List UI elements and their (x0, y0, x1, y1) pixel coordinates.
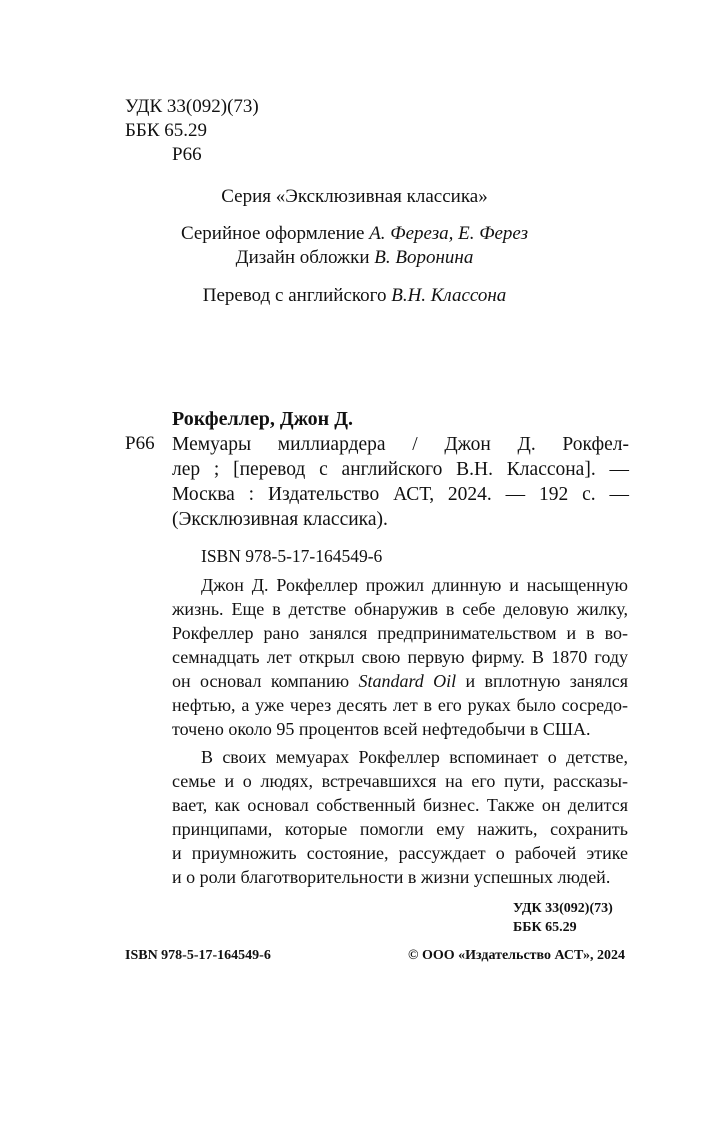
bbk-code: ББК 65.29 (125, 120, 207, 141)
cover-design-label: Дизайн обложки (235, 247, 370, 268)
bottom-udk-code: УДК 33(092)(73) (513, 901, 613, 916)
annotation-line: и приумножить состояние, рассуждает о рабочей этике (172, 843, 628, 863)
annotation-line: В своих мемуарах Рокфеллер вспоминает о детстве, (201, 747, 628, 767)
series-design-credit (0, 222, 709, 246)
annotation-company-line (172, 669, 628, 693)
cover-design-credit (0, 246, 709, 270)
annotation-line: Джон Д. Рокфеллер прожил длинную и насыщенную (201, 575, 628, 595)
catalog-description-line: лер ; [перевод с английского В.Н. Классона]. — (172, 459, 629, 480)
annotation-line: принципами, которые помогли ему нажить, сохранить (172, 819, 628, 839)
bottom-bbk-code: ББК 65.29 (513, 920, 577, 935)
annotation-line: семнадцать лет открыл свою первую фирму. В 1870 году (172, 647, 628, 667)
annotation-line: семье и о людях, встречавшихся на его пути, рассказы- (172, 771, 628, 791)
company-before: он основал компанию (172, 671, 350, 691)
series-design-label: Серийное оформление (180, 223, 365, 244)
annotation-line: Рокфеллер рано занялся предпринимательством и в во- (172, 623, 628, 643)
catalog-sign: Р66 (125, 433, 155, 454)
annotation-line: вает, как основал собственный бизнес. Также он делится (172, 795, 628, 815)
catalog-author-heading: Рокфеллер, Джон Д. (172, 408, 353, 430)
catalog-description-line: Москва : Издательство АСТ, 2024. — 192 с. — (172, 484, 629, 505)
translation-credit (0, 284, 709, 308)
annotation-line: нефтью, а уже через десять лет в его руках было сосредо- (172, 695, 628, 715)
author-sign: Р66 (172, 144, 202, 165)
catalog-description-line: (Эксклюзивная классика). (172, 509, 388, 530)
translation-name: В.Н. Классона (391, 285, 507, 306)
footer-copyright: © ООО «Издательство АСТ», 2024 (407, 948, 625, 963)
company-after: и вплотную занялся (465, 671, 628, 691)
catalog-isbn: ISBN 978-5-17-164549-6 (201, 546, 383, 566)
translation-label: Перевод с английского (202, 285, 387, 306)
series-title: Серия «Эксклюзивная классика» (221, 186, 488, 207)
cover-design-name: В. Воронина (374, 247, 474, 268)
catalog-description-line: Мемуары миллиардера / Джон Д. Рокфел- (172, 434, 629, 455)
series-design-names: А. Фереза, Е. Ферез (369, 223, 529, 244)
company-name: Standard Oil (358, 671, 457, 691)
annotation-line: и о роли благотворительности в жизни успешных людей. (172, 867, 611, 887)
annotation-line: жизнь. Еще в детстве обнаружив в себе деловую жилку, (172, 599, 628, 619)
udk-code: УДК 33(092)(73) (125, 96, 259, 117)
annotation-line: точено около 95 процентов всей нефтедобычи в США. (172, 719, 591, 739)
footer-isbn: ISBN 978-5-17-164549-6 (125, 948, 271, 963)
